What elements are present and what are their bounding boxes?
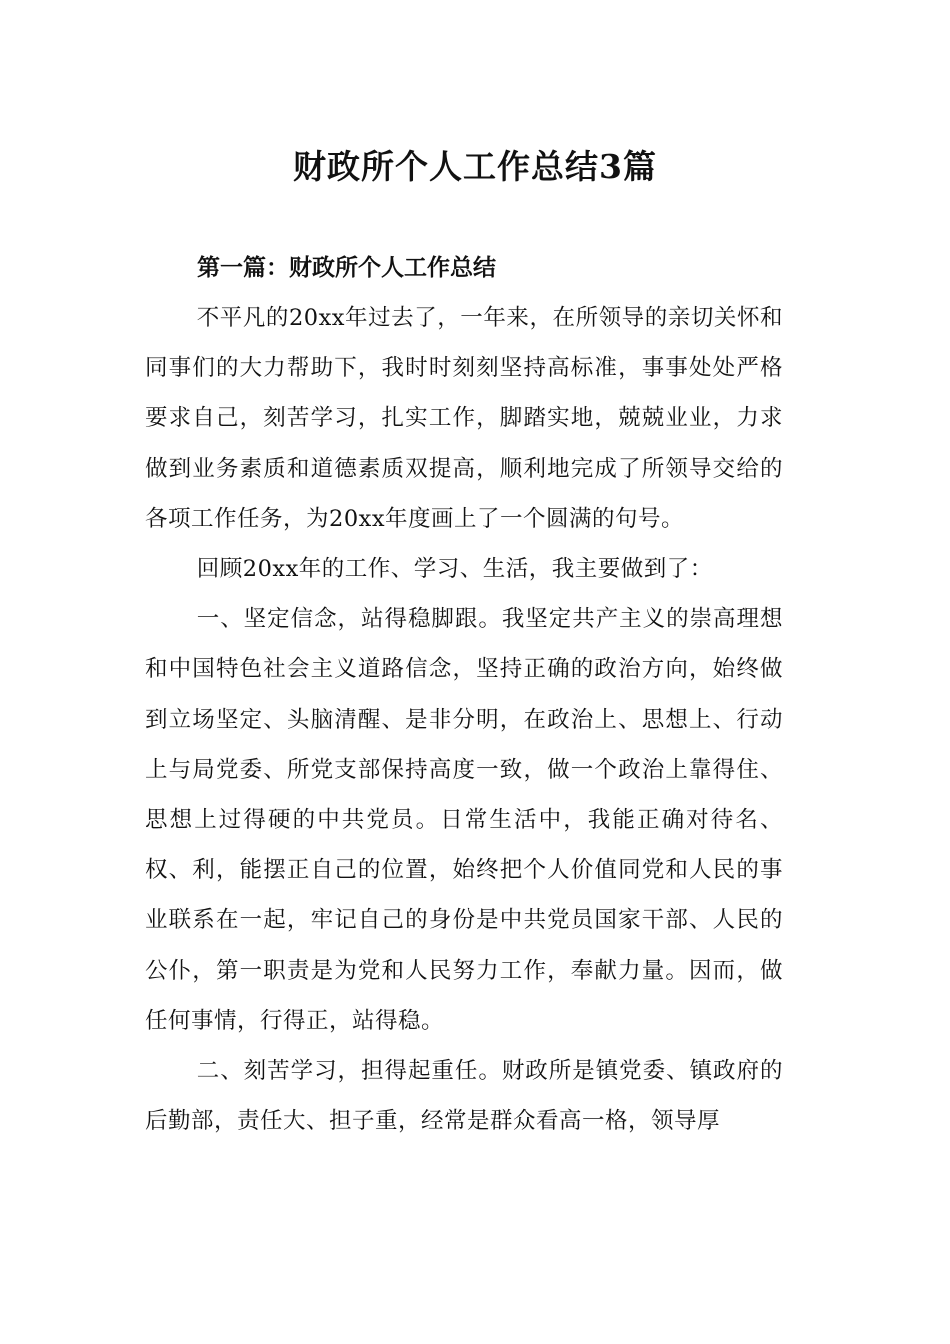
section-heading: 第一篇：财政所个人工作总结 [197,254,496,281]
article-body [145,243,783,1146]
paragraph-point-two: 二、刻苦学习，担得起重任。财政所是镇党委、镇政府的后勤部，责任大、担子重，经常是群众看高一格，领导厚 [145,1058,783,1135]
paragraph-intro: 不平凡的20xx年过去了，一年来，在所领导的亲切关怀和同事们的大力帮助下，我时时刻刻坚持高标准，事事处处严格要求自己，刻苦学习，扎实工作，脚踏实地，兢兢业业，力求做到业务素质和道德素质双提高，顺利地完成了所领导交给的各项工作任务，为20xx年度画上了一个圆满的句号。 [145,305,783,532]
document-title: 财政所个人工作总结3篇 [293,147,657,186]
paragraph-point-one: 一、坚定信念，站得稳脚跟。我坚定共产主义的崇高理想和中国特色社会主义道路信念，坚持正确的政治方向，始终做到立场坚定、头脑清醒、是非分明，在政治上、思想上、行动上与局党委、所党支部保持高度一致，做一个政治上靠得住、思想上过得硬的中共党员。日常生活中，我能正确对待名、权、利，能摆正自己的位置，始终把个人价值同党和人民的事业联系在一起，牢记自己的身份是中共党员国家干部、人民的公仆，第一职责是为党和人民努力工作，奉献力量。因而，做任何事情，行得正，站得稳。 [145,606,783,1034]
paragraph-review: 回顾20xx年的工作、学习、生活，我主要做到了： [196,556,713,583]
